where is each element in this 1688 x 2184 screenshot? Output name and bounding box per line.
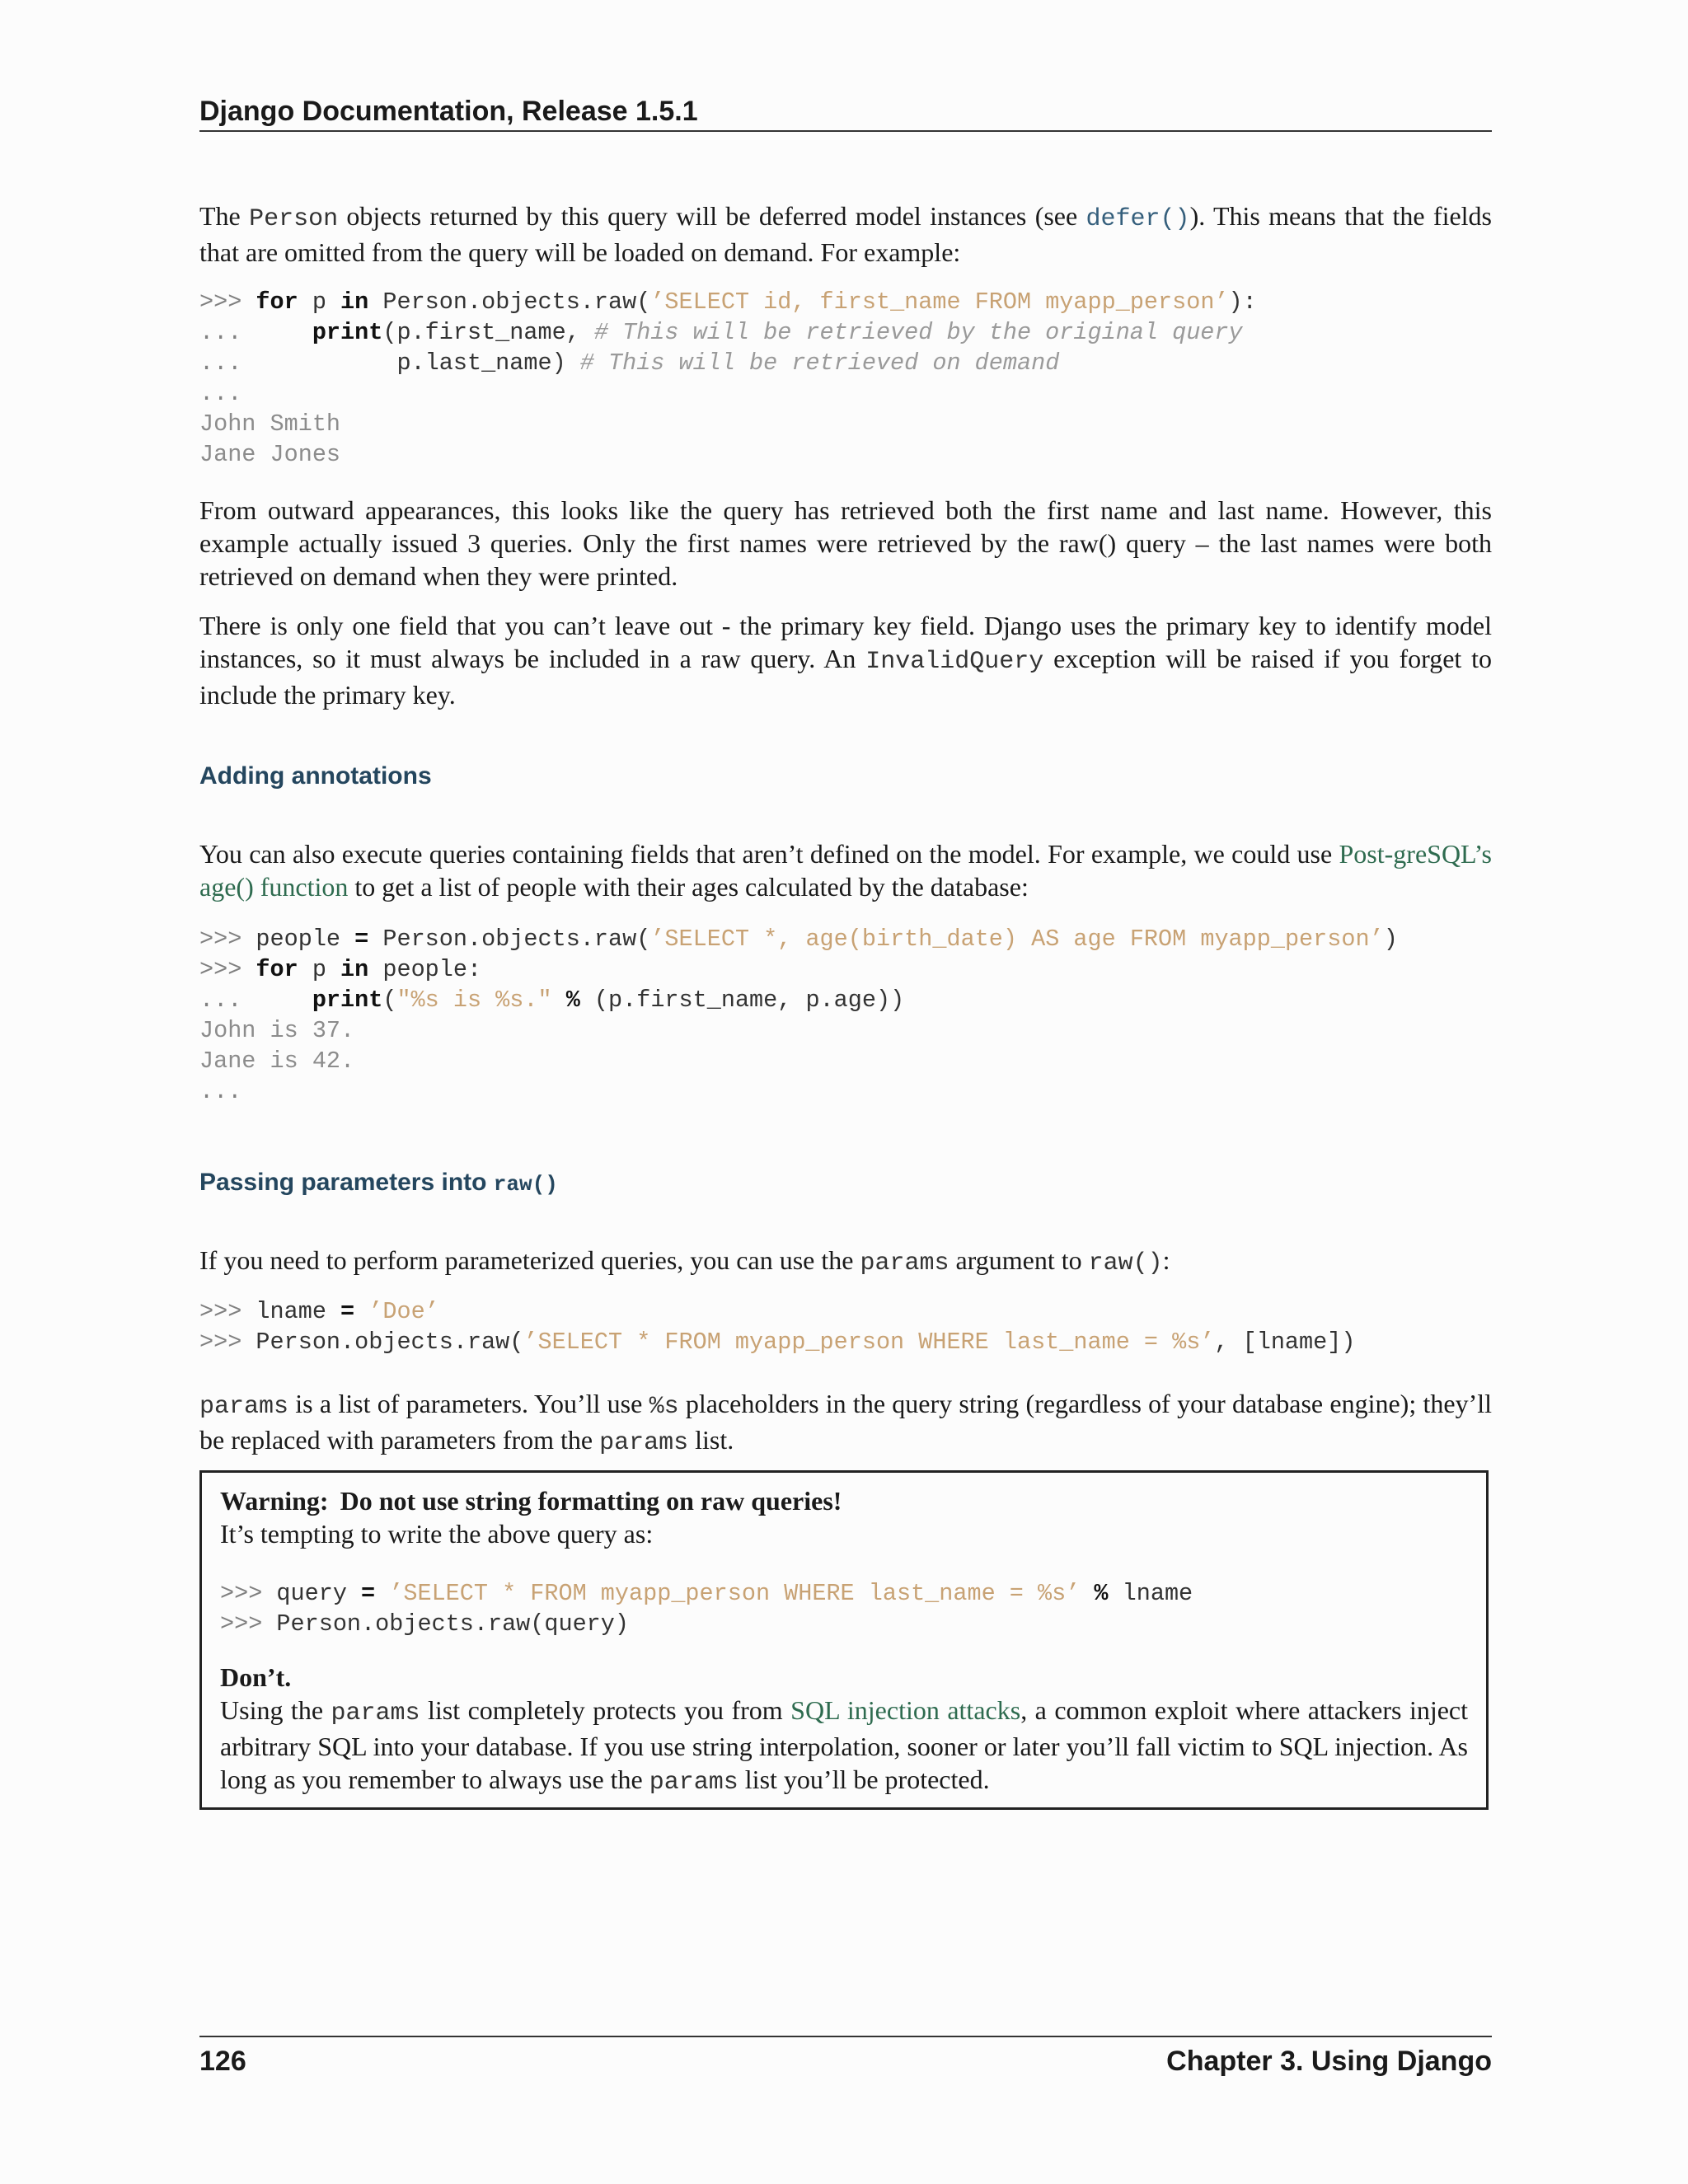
text-span: : [1162, 1245, 1170, 1275]
annotations-paragraph [199, 837, 1492, 903]
text-span: to get a list of people with their ages calculated by the database: [348, 872, 1029, 902]
code-text: ) [1383, 926, 1398, 953]
prompt: ... [199, 319, 312, 346]
text-span: list. [688, 1425, 734, 1455]
inline-code-placeholder: %s [649, 1393, 679, 1421]
text-span: placeholders in the query string (regardless of your database engine); they’ll be replaced with parameters from the [199, 1389, 1493, 1455]
code-text: p.last_name) [396, 349, 580, 377]
text-span: , a common exploit where attackers inject arbitrary SQL into your database. If you use string interpolation, sooner or later you’ll fall victim to SQL injection. As long as you remember to always use the [220, 1695, 1469, 1794]
code-output: Jane Jones [199, 441, 341, 468]
code-listing [199, 924, 1492, 1107]
warning-code-block [220, 1578, 1468, 1639]
prompt: >>> [199, 956, 256, 983]
operator: = [361, 1580, 376, 1607]
text-span: Using the [220, 1695, 331, 1725]
code-text: (p.first_name, p.age)) [579, 987, 905, 1014]
string-literal: ’Doe’ [368, 1298, 439, 1325]
string-literal: "%s is %s." [396, 987, 552, 1014]
code-text: lname [1108, 1580, 1193, 1607]
string-literal: ’SELECT id, first_name FROM myapp_person’ [650, 288, 1229, 316]
keyword: print [312, 987, 383, 1014]
defer-link[interactable]: defer() [1085, 205, 1190, 233]
code-text: Person.objects.raw( [368, 926, 651, 953]
outward-paragraph-block [199, 494, 1492, 593]
warning-title-text: Do not use string formatting on raw queries! [340, 1486, 842, 1516]
text-span: exception will be raised if you forget to include the primary key. [199, 644, 1493, 710]
code-comment: # This will be retrieved on demand [579, 349, 1060, 377]
code-text [375, 1580, 389, 1607]
code-block-deferred [199, 287, 1492, 470]
prompt: >>> [220, 1580, 277, 1607]
code-text: Person.objects.raw( [256, 1329, 524, 1356]
warning-dont: Don’t. [220, 1662, 292, 1692]
heading-code: raw() [493, 1172, 558, 1197]
code-text: Person.objects.raw(query) [276, 1610, 629, 1638]
string-literal: ’SELECT * FROM myapp_person WHERE last_name = %s’ [523, 1329, 1215, 1356]
inline-code-params: params [599, 1429, 689, 1457]
postgresql-age-link[interactable]: Post-greSQL’s age() function [199, 839, 1492, 902]
text-span: list you’ll be protected. [738, 1765, 990, 1794]
prompt: ... [199, 987, 312, 1014]
prompt: ... [199, 349, 397, 377]
prompt: >>> [199, 926, 256, 953]
inline-code-params: params [649, 1769, 738, 1797]
code-comment: # This will be retrieved by the original query [593, 319, 1243, 346]
text-span: list completely protects you from [420, 1695, 791, 1725]
params-list-paragraph [199, 1387, 1492, 1460]
header-title: Django Documentation, Release 1.5.1 [199, 96, 698, 127]
keyword: for [256, 288, 298, 316]
operator: = [354, 926, 369, 953]
section-heading-params [199, 1169, 1492, 1197]
code-text: , [lname]) [1214, 1329, 1356, 1356]
prompt: ... [199, 1078, 242, 1105]
code-text: people [256, 926, 355, 953]
params-paragraph-block [199, 1244, 1492, 1280]
primary-key-paragraph [199, 609, 1492, 711]
keyword: for [256, 956, 298, 983]
intro-paragraph-block [199, 199, 1492, 269]
warning-dont-block [220, 1661, 1468, 1799]
operator: = [340, 1298, 355, 1325]
code-text: p [298, 288, 341, 316]
code-text [1080, 1580, 1094, 1607]
keyword: in [340, 956, 369, 983]
code-text: (p.first_name, [382, 319, 594, 346]
params-paragraph [199, 1244, 1492, 1280]
code-listing [220, 1578, 1468, 1639]
primary-key-paragraph-block [199, 609, 1492, 711]
text-span: There is only one field that you can’t leave out - the primary key field. Django uses the primary key to identify model instances, so it must always be included in a raw query. An [199, 611, 1492, 673]
string-literal: ’SELECT * FROM myapp_person WHERE last_name = %s’ [389, 1580, 1081, 1607]
prompt: >>> [220, 1610, 277, 1638]
text-span: If you need to perform parameterized queries, you can use the [199, 1245, 860, 1275]
code-text: lname [256, 1298, 341, 1325]
annotations-paragraph-block [199, 837, 1492, 903]
string-literal: ’SELECT *, age(birth_date) AS age FROM myapp_person’ [650, 926, 1384, 953]
prompt: >>> [199, 288, 256, 316]
code-text: p [298, 956, 341, 983]
inline-code-params: params [199, 1393, 289, 1421]
outward-paragraph: From outward appearances, this looks like the query has retrieved both the first name and last name. However, this example actually issued 3 queries. Only the first names were retrieved by the raw() query – the last names were both retrieved on demand when they were printed. [199, 495, 1492, 591]
prompt: ... [199, 380, 242, 407]
section-heading-annotations: Adding annotations [199, 762, 432, 790]
code-output: Jane is 42. [199, 1047, 355, 1075]
chapter-title: Chapter 3. Using Django [1166, 2046, 1492, 2077]
text-span: argument to [949, 1245, 1089, 1275]
code-text: people: [368, 956, 482, 983]
text-span: The [199, 201, 250, 231]
code-text [552, 987, 566, 1014]
keyword: print [312, 319, 383, 346]
text-span: is a list of parameters. You’ll use [288, 1389, 649, 1418]
prompt: >>> [199, 1329, 256, 1356]
page-number: 126 [199, 2046, 246, 2077]
warning-paragraph [220, 1694, 1468, 1799]
code-output: John is 37. [199, 1017, 355, 1044]
code-text: Person.objects.raw( [368, 288, 651, 316]
code-text: query [276, 1580, 362, 1607]
inline-code-invalidquery: InvalidQuery [865, 648, 1044, 676]
text-span: objects returned by this query will be deferred model instances (see [338, 201, 1086, 231]
page-header [199, 92, 1492, 132]
operator: % [1094, 1580, 1109, 1607]
text-span: ). This means that the fields that are omitted from the query will be loaded on demand. For example: [199, 201, 1493, 267]
code-text [354, 1298, 368, 1325]
warning-label: Warning: [220, 1486, 329, 1516]
code-block-annotations [199, 924, 1492, 1107]
warning-title [220, 1484, 1468, 1517]
code-listing [199, 1296, 1492, 1357]
text-span: You can also execute queries containing fields that aren’t defined on the model. For example, we could use [199, 839, 1339, 869]
code-text: ( [382, 987, 397, 1014]
params-list-paragraph-block [199, 1387, 1492, 1460]
prompt: >>> [199, 1298, 256, 1325]
keyword: in [340, 288, 369, 316]
annotations-heading-block [199, 762, 1492, 790]
inline-code-params: params [331, 1699, 420, 1727]
page-footer [199, 2036, 1492, 2083]
code-block-params [199, 1296, 1492, 1357]
inline-code-params: params [860, 1249, 950, 1277]
inline-code-raw: raw() [1088, 1249, 1163, 1277]
code-listing [199, 287, 1492, 470]
intro-paragraph [199, 199, 1492, 269]
heading-text: Passing parameters into [199, 1169, 494, 1196]
code-text: ): [1228, 288, 1257, 316]
operator: % [565, 987, 580, 1014]
code-output: John Smith [199, 410, 341, 438]
params-heading-block [199, 1169, 1492, 1197]
warning-intro: It’s tempting to write the above query as: [220, 1519, 654, 1549]
sql-injection-link[interactable]: SQL injection attacks [790, 1695, 1021, 1725]
warning-box [199, 1470, 1489, 1810]
inline-code-person: Person [249, 205, 339, 233]
warning-header [220, 1484, 1468, 1550]
